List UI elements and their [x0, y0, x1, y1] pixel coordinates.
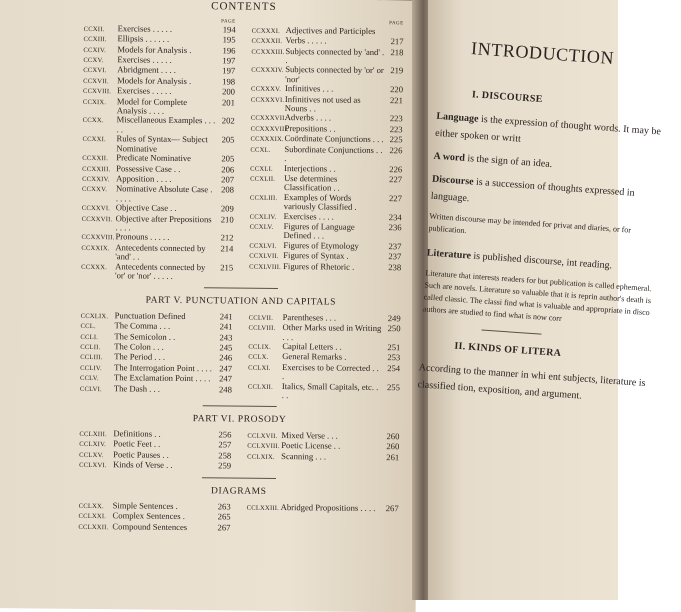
part6-columns	[79, 429, 399, 474]
entry-page: 259	[213, 461, 231, 471]
entry-number: CCLX.	[248, 352, 282, 363]
entry-title: Poetic Feet . .	[113, 440, 213, 450]
section-discourse-title: I. DISCOURSE	[472, 89, 678, 114]
entry-title: Poetic Pauses . .	[113, 450, 213, 460]
entry-title: Punctuation Defined	[115, 311, 215, 321]
entry-title: Verbs . . . . .	[285, 36, 385, 46]
contents-entry	[82, 213, 234, 233]
term-language: Language	[436, 111, 479, 125]
entry-page: 202	[217, 117, 235, 127]
contents-entry	[250, 174, 402, 194]
entry-number: CCXXIV.	[82, 174, 116, 185]
entry-title: Miscellaneous Examples . . . . .	[117, 116, 217, 136]
entry-page: 249	[383, 314, 401, 324]
entry-number: CCLXIX.	[247, 451, 281, 462]
entry-page: 223	[385, 115, 403, 125]
entry-number: CCXLIX.	[81, 311, 115, 322]
entry-title: Ellipsis . . . . . .	[118, 35, 218, 45]
entry-title: Other Marks used in Writing . . .	[282, 323, 382, 343]
entry-page: 247	[214, 375, 232, 385]
entry-title: Figures of Language Defined . . .	[283, 222, 383, 242]
contents-title: CONTENTS	[84, 1, 404, 14]
entry-number: CCXL.	[250, 144, 284, 155]
entry-number: CCLVIII.	[248, 323, 282, 334]
page-column-header: PAGE	[252, 18, 404, 29]
entry-page: 200	[217, 88, 235, 98]
entry-page: 218	[385, 48, 403, 58]
contents-entry	[250, 192, 402, 212]
entry-page: 212	[215, 234, 233, 244]
entry-title: The Interrogation Point . . . .	[114, 363, 214, 373]
contents-entry	[247, 503, 399, 515]
entry-number: CCXXXV.	[251, 84, 285, 95]
entry-number: CCLIX.	[248, 342, 282, 353]
entry-number: CCLVI.	[80, 384, 114, 395]
divider	[202, 478, 276, 480]
entry-title: General Remarks .	[282, 352, 382, 362]
entry-number: CCLV.	[80, 373, 114, 384]
entry-number: CCXLIII.	[250, 192, 284, 203]
entry-page: 214	[215, 244, 233, 254]
contents-entry	[82, 184, 234, 204]
entry-page: 238	[383, 263, 401, 273]
entry-page: 258	[213, 451, 231, 461]
entry-title: Figures of Rhetoric .	[283, 262, 383, 272]
contents-entry	[249, 261, 401, 273]
entry-number: CCLVII.	[249, 312, 283, 323]
page-column-header: PAGE	[84, 16, 236, 27]
diagrams-columns	[78, 501, 398, 536]
entry-page: 205	[216, 136, 234, 146]
entry-page: 219	[385, 67, 403, 77]
entry-title: Models for Analysis .	[117, 76, 217, 86]
contents-entry	[79, 460, 231, 472]
entry-page: 208	[216, 186, 234, 196]
entry-page: 210	[216, 215, 234, 225]
contents-entry	[80, 384, 232, 396]
entry-title: Kinds of Verse . .	[113, 460, 213, 470]
entry-page: 260	[381, 432, 399, 442]
contents-column-left	[81, 16, 236, 282]
contents-entry	[250, 144, 402, 164]
contents-entry	[83, 115, 235, 135]
entry-title: Use determines Classification . .	[284, 174, 384, 194]
entry-title: Apposition . . . .	[116, 174, 216, 184]
contents-entry	[251, 65, 403, 85]
entry-page: 195	[217, 36, 235, 46]
entry-number: CCLXIV.	[79, 439, 113, 450]
term-literature: Literature	[426, 247, 471, 261]
diagrams-column-right	[246, 503, 398, 536]
entry-page: 207	[216, 175, 234, 185]
entry-page: 267	[212, 523, 230, 533]
paragraph-language-text: is the expression of thought words. It may be either spoken or writt	[435, 114, 661, 145]
entry-number: CCLXIII.	[79, 429, 113, 440]
entry-page: 221	[385, 96, 403, 106]
entry-page: 237	[383, 252, 401, 262]
entry-title: Rules of Syntax— Subject Nominative	[116, 135, 216, 155]
entry-title: Figures of Etymology	[283, 241, 383, 251]
entry-page: 257	[213, 441, 231, 451]
entry-page: 260	[381, 442, 399, 452]
part6-column-left	[79, 429, 231, 472]
contents-entry	[83, 97, 235, 117]
entry-page: 246	[214, 354, 232, 364]
entry-page: 215	[215, 263, 233, 273]
entry-page: 198	[217, 77, 235, 87]
entry-title: Antecedents connected by 'or' or 'nor' . . . . .	[115, 262, 215, 282]
contents-column-right	[249, 18, 404, 284]
entry-number: CCXLVIII.	[249, 261, 283, 272]
entry-title: Infinitives not used as Nouns . .	[285, 95, 385, 115]
entry-page: 206	[216, 165, 234, 175]
entry-page: 234	[384, 213, 402, 223]
entry-page: 251	[382, 343, 400, 353]
entry-number: CCXXX.	[81, 261, 115, 272]
entry-number: CCXXXVI.	[251, 94, 285, 105]
entry-page: 267	[381, 504, 399, 514]
entry-title: Simple Sentences .	[113, 501, 213, 511]
contents-entry	[249, 222, 401, 242]
entry-number: CCXXVI.	[82, 203, 116, 214]
paragraph-kinds: According to the manner in whi ent subjects, literature is classified tion, exposition, and argument.	[417, 359, 659, 410]
entry-page: 255	[382, 383, 400, 393]
entry-number: CCL.	[80, 321, 114, 332]
term-word: A word	[433, 151, 465, 164]
contents-entry	[81, 261, 233, 281]
entry-title: Nominative Absolute Case . . . . .	[116, 185, 216, 205]
entry-page: 241	[214, 323, 232, 333]
entry-title: Exercises . . . .	[284, 212, 384, 222]
paragraph-discourse-text: is a succession of thoughts expressed in language.	[430, 177, 635, 205]
entry-title: The Exclamation Point . . . .	[114, 373, 214, 383]
entry-page: 250	[382, 324, 400, 334]
part5-column-left	[80, 311, 233, 400]
entry-page: 205	[216, 154, 234, 164]
entry-title: The Comma . . .	[114, 321, 214, 331]
entry-title: Subordinate Conjunctions . . .	[284, 145, 384, 165]
entry-title: Adjectives and Participles	[286, 26, 386, 36]
entry-page: 209	[216, 204, 234, 214]
entry-title: Compound Sentences	[112, 522, 212, 532]
entry-title: The Semicolon . .	[114, 332, 214, 342]
entry-title: Complex Sentences .	[113, 512, 213, 522]
entry-number: CCXXXIII.	[251, 46, 285, 57]
entry-number: CCLXVII.	[247, 431, 281, 442]
entry-title: Subjects connected by 'or' or 'nor'	[285, 65, 385, 85]
entry-number: CCLXX.	[79, 501, 113, 512]
contents-entry	[81, 243, 233, 263]
entry-title: The Dash . . .	[114, 384, 214, 394]
entry-number: CCLIII.	[80, 352, 114, 363]
entry-number: CCXXXIV.	[251, 65, 285, 76]
entry-number: CCXX.	[83, 115, 117, 126]
contents-entry	[78, 522, 230, 534]
entry-number: CCLXXII.	[78, 522, 112, 533]
entry-number: CCXLVII.	[249, 251, 283, 262]
contents-entry	[248, 362, 400, 382]
entry-page: 247	[214, 364, 232, 374]
entry-number: CCLIV.	[80, 363, 114, 374]
entry-page: 194	[218, 25, 236, 35]
contents-entry	[248, 381, 400, 401]
paragraph-word-text: is the sign of an idea.	[465, 153, 553, 170]
entry-page: 245	[214, 343, 232, 353]
part5-columns	[80, 311, 401, 402]
entry-number: CCLXII.	[248, 381, 282, 392]
entry-number: CCXVIII.	[83, 86, 117, 97]
entry-number: CCXXV.	[82, 184, 116, 195]
contents-entry	[82, 134, 234, 154]
entry-number: CCXVI.	[83, 65, 117, 76]
entry-page: 226	[384, 146, 402, 156]
entry-page: 256	[213, 430, 231, 440]
entry-page: 243	[214, 333, 232, 343]
entry-page: 223	[385, 125, 403, 135]
entry-title: Parentheses . . .	[283, 313, 383, 323]
entry-title: The Colon . . .	[114, 342, 214, 352]
entry-title: Abridgment . . . .	[117, 66, 217, 76]
paragraph-written-discourse: Written discourse may be intended for privat and diaries, or for publication.	[428, 211, 669, 252]
entry-number: CCLXXI.	[79, 511, 113, 522]
entry-number: CCXLIV.	[250, 211, 284, 222]
entry-page: 226	[384, 165, 402, 175]
entry-title: Scanning . . .	[281, 452, 381, 462]
intro-title: INTRODUCTION	[470, 38, 681, 74]
entry-title: Examples of Words variously Classified .	[284, 193, 384, 213]
entry-page: 201	[217, 98, 235, 108]
entry-number: CCLXI.	[248, 362, 282, 373]
entry-number: CCLXV.	[79, 450, 113, 461]
entry-title: Exercises to be Corrected . . .	[282, 363, 382, 383]
entry-page: 248	[214, 385, 232, 395]
contents-entry	[251, 46, 403, 66]
entry-page: 261	[381, 453, 399, 463]
entry-title: Exercises . . . . .	[118, 24, 218, 34]
entry-page: 236	[384, 223, 402, 233]
entry-title: Antecedents connected by 'and' . .	[115, 243, 215, 263]
contents-entry	[251, 94, 403, 114]
entry-title: Italics, Small Capitals, etc. . . .	[282, 382, 382, 402]
divider	[203, 406, 277, 408]
entry-number: CCXV.	[83, 55, 117, 66]
entry-page: 220	[385, 85, 403, 95]
entry-page: 196	[217, 46, 235, 56]
entry-number: CCXLVI.	[249, 240, 283, 251]
entry-number: CCXXXVII.	[251, 113, 285, 124]
entry-page: 227	[384, 194, 402, 204]
entry-title: Predicate Nominative	[116, 153, 216, 163]
part6-title: PART VI. PROSODY	[80, 414, 400, 427]
entry-number: CCXLI.	[250, 163, 284, 174]
entry-number: CCXXXVIII.	[251, 124, 285, 135]
part5-title: PART V. PUNCTUATION AND CAPITALS	[81, 296, 401, 309]
entry-number: CCLXVIII.	[247, 441, 281, 452]
entry-title: Adverbs . . . .	[285, 114, 385, 124]
entry-number: CCLI.	[80, 332, 114, 343]
part5-column-right	[248, 312, 401, 401]
entry-number: CCXXI.	[82, 134, 116, 145]
entry-number: CCXXVII.	[82, 213, 116, 224]
entry-number: CCXXVIII.	[81, 232, 115, 243]
entry-page: 265	[213, 513, 231, 523]
entry-page: 253	[382, 353, 400, 363]
diagrams-title: DIAGRAMS	[79, 486, 399, 499]
entry-title: Models for Analysis .	[117, 45, 217, 55]
contents-top-columns	[81, 16, 404, 283]
entry-title: Subjects connected by 'and' . .	[285, 47, 385, 67]
entry-title: Interjections . .	[284, 164, 384, 174]
entry-page: 225	[384, 135, 402, 145]
entry-page: 227	[384, 175, 402, 185]
entry-title: Figures of Syntax .	[283, 251, 383, 261]
entry-number: CCXVII.	[83, 76, 117, 87]
contents-entry	[248, 323, 400, 343]
entry-number: CCXIII.	[83, 34, 117, 45]
entry-number: CCXXXIX.	[250, 134, 284, 145]
entry-number: CCXXIX.	[81, 243, 115, 254]
entry-title: Poetic License . .	[281, 441, 381, 451]
contents-entry	[247, 451, 399, 463]
entry-page: 237	[383, 242, 401, 252]
entry-number: CCXXII.	[82, 153, 116, 164]
entry-title: Prepositions . .	[285, 124, 385, 134]
entry-number: CCXLV.	[250, 222, 284, 233]
entry-page: 197	[217, 67, 235, 77]
entry-title: Infinitives . . .	[285, 84, 385, 94]
entry-title: Definitions . .	[113, 429, 213, 439]
divider	[482, 329, 542, 334]
entry-page: 254	[382, 364, 400, 374]
entry-title: The Period . . .	[114, 353, 214, 363]
entry-number: CCXXIII.	[82, 163, 116, 174]
entry-number: CCXXXI.	[252, 26, 286, 37]
entry-number: CCXLII.	[250, 174, 284, 185]
entry-page: 197	[217, 56, 235, 66]
right-page	[428, 0, 618, 600]
entry-number: CCXIV.	[83, 45, 117, 56]
entry-number: CCLII.	[80, 342, 114, 353]
entry-number: CCLXVI.	[79, 460, 113, 471]
entry-page: 217	[385, 37, 403, 47]
part6-column-right	[247, 431, 399, 474]
entry-page: 241	[215, 312, 233, 322]
entry-title: Coördinate Conjunctions . . .	[284, 134, 384, 144]
entry-number: CCXIX.	[83, 97, 117, 108]
entry-number: CCLXXIII.	[247, 503, 281, 514]
entry-title: Objective Case . .	[116, 203, 216, 213]
entry-title: Mixed Verse . . .	[281, 431, 381, 441]
term-discourse: Discourse	[432, 174, 474, 188]
entry-number: CCXXXII.	[251, 36, 285, 47]
divider	[204, 288, 278, 290]
paragraph-ephemeral-classic: Literature that interests readers for but publication is called ephemeral. Such are novels. Literature so valuable that it is reprin author's death is called classic. The classi find what is valuable and appropriate in disco authors are studied to find what is now corr	[422, 267, 665, 332]
entry-page: 263	[213, 502, 231, 512]
entry-title: Model for Complete Analysis . . . .	[117, 97, 217, 117]
entry-title: Capital Letters . .	[282, 342, 382, 352]
entry-number: CCXII.	[84, 24, 118, 35]
entry-title: Abridged Propositions . . . .	[281, 503, 381, 513]
entry-title: Objective after Prepositions . . . .	[116, 214, 216, 234]
diagrams-column-left	[78, 501, 230, 534]
entry-title: Possessive Case . .	[116, 164, 216, 174]
entry-title: Pronouns . . . . .	[115, 233, 215, 243]
paragraph-literature-text: is published discourse, int reading.	[471, 251, 613, 272]
entry-title: Exercises . . . . .	[117, 87, 217, 97]
entry-title: Exercises . . . . .	[117, 55, 217, 65]
section-kinds-title: II. KINDS OF LITERA	[454, 341, 660, 366]
